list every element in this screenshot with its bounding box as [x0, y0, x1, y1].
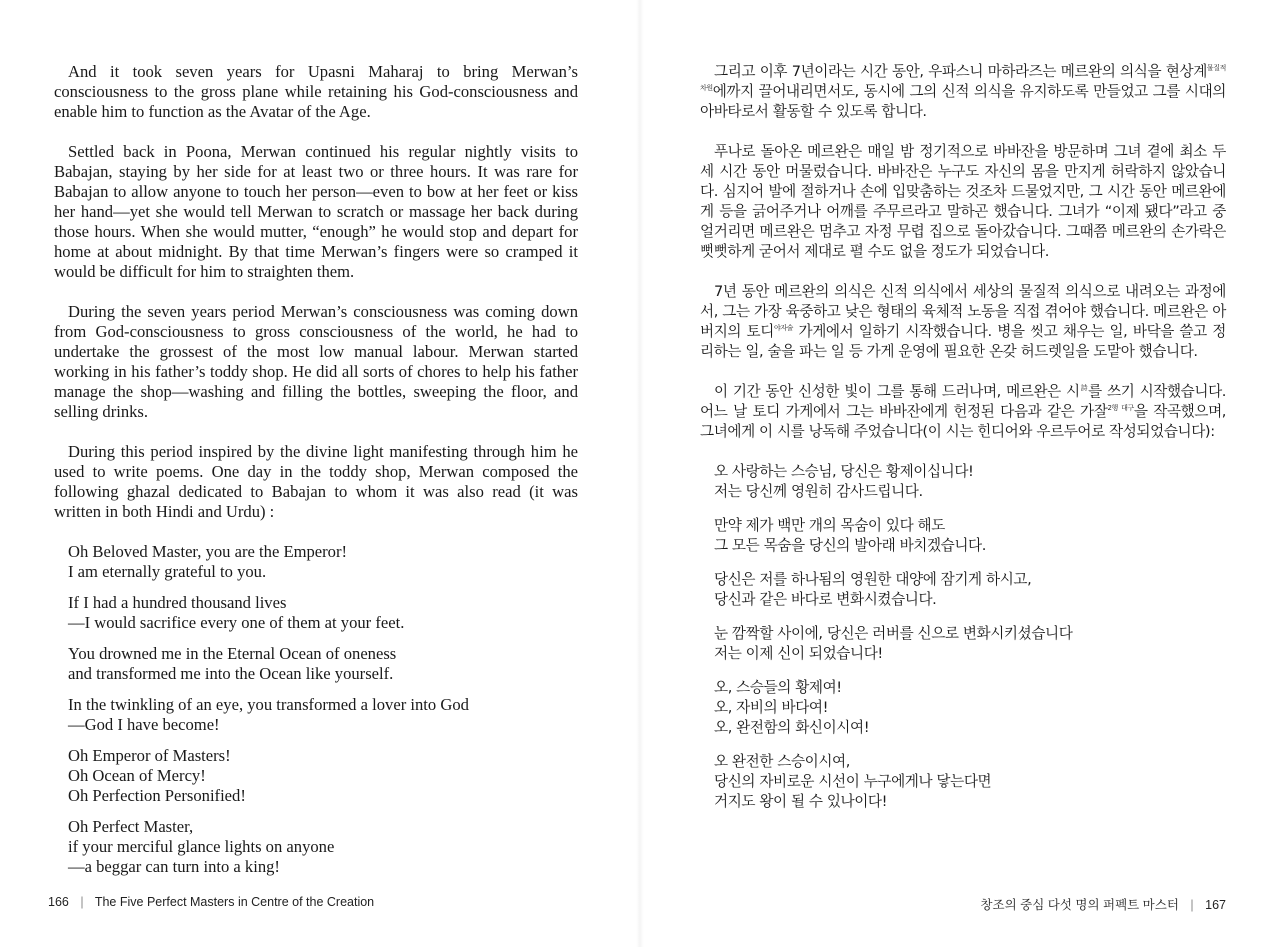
poem-line: I am eternally grateful to you.: [68, 562, 267, 581]
poem-line: 저는 당신께 영원히 감사드립니다.: [714, 483, 923, 500]
running-title: The Five Perfect Masters in Centre of the Creation: [94, 895, 375, 909]
footnote-gloss: 물질적 차원: [700, 64, 1226, 92]
paragraph: [700, 282, 1226, 362]
paragraph-text: 에까지 끌어내리면서도, 동시에 그의 신적 의식을 유지하도록 만들었고 그를 시대의 아바타로서 활동할 수 있도록 합니다.: [700, 83, 1226, 120]
poem-stanza: [68, 817, 578, 877]
poem-stanza: [68, 644, 578, 684]
paragraph: [700, 62, 1226, 122]
poem-line: In the twinkling of an eye, you transformed a lover into God: [68, 695, 469, 714]
footer-separator: |: [1190, 898, 1194, 912]
right-page-body: [700, 62, 1226, 826]
poem-stanza: [68, 593, 578, 633]
paragraph-text: 을 작곡했으며, 그녀에게 이 시를 낭독해 주었습니다(이 시는 힌디어와 우르두어로 작성되었습니다):: [700, 403, 1226, 440]
paragraph: [700, 382, 1226, 442]
poem-stanza: [714, 570, 1226, 610]
poem-line: Oh Perfection Personified!: [68, 786, 246, 805]
poem-stanza: [714, 752, 1226, 812]
poem-line: 당신과 같은 바다로 변화시켰습니다.: [714, 591, 937, 608]
poem-line: 저는 이제 신이 되었습니다!: [714, 645, 883, 662]
poem-line: 오 완전한 스승이시여,: [714, 753, 850, 770]
poem-line: —God I have become!: [68, 715, 220, 734]
footnote-gloss: 야자술: [773, 324, 794, 332]
paragraph: Settled back in Poona, Merwan continued his regular nightly visits to Babajan, staying by her side for at least two or three hours. It was rare for Babajan to allow anyone to touch her person—even to bow at her feet or kiss her hand—yet she would tell Merwan to scratch or massage her back during those hours. When she would mutter, “enough” he would stop and depart for home at about midnight. By that time Merwan’s fingers were so cramped it would be difficult for him to straighten them.: [54, 142, 578, 281]
poem-line: Oh Beloved Master, you are the Emperor!: [68, 542, 348, 561]
footnote-gloss: 詩: [1079, 384, 1089, 392]
paragraph-text: 가게에서 일하기 시작했습니다. 병을 씻고 채우는 일, 바닥을 쓸고 정리하는 일, 술을 파는 일 등 가게 운영에 필요한 온갖 허드렛일을 도맡아 했습니다.: [700, 323, 1226, 360]
paragraph-text: 그리고 이후 7년이라는 시간 동안, 우파스니 마하라즈는 메르완의 의식을 현상계: [714, 63, 1207, 80]
poem-line: 그 모든 목숨을 당신의 발아래 바치겠습니다.: [714, 537, 986, 554]
poem-line: if your merciful glance lights on anyone: [68, 837, 335, 856]
poem-line: 당신은 저를 하나됨의 영원한 대양에 잠기게 하시고,: [714, 571, 1032, 588]
paragraph: During the seven years period Merwan’s consciousness was coming down from God-consciousness to gross consciousness of the world, he had to undertake the grossest of the most low manual labour. Merwan started working in his father’s toddy shop. He did all sorts of chores to help his father manage the shop—washing and filling the bottles, sweeping the floor, and selling drinks.: [54, 302, 578, 421]
poem-line: 당신의 자비로운 시선이 누구에게나 닿는다면: [714, 773, 992, 790]
poem-stanza: [714, 678, 1226, 738]
page-number: 167: [1205, 898, 1226, 912]
ghazal-poem-korean: [714, 462, 1226, 812]
poem-line: If I had a hundred thousand lives: [68, 593, 287, 612]
poem-line: —I would sacrifice every one of them at your feet.: [68, 613, 405, 632]
poem-line: 눈 깜짝할 사이에, 당신은 러버를 신으로 변화시키셨습니다: [714, 625, 1073, 642]
paragraph: And it took seven years for Upasni Maharaj to bring Merwan’s consciousness to the gross plane while retaining his God-consciousness and enable him to function as the Avatar of the Age.: [54, 62, 578, 121]
paragraph: [700, 142, 1226, 262]
poem-line: 오, 완전함의 화신이시여!: [714, 719, 870, 736]
paragraph-text: 7년 동안 메르완의 의식은 신적 의식에서 세상의 물질적 의식으로 내려오는 과정에서, 그는 가장 육중하고 낮은 형태의 육체적 노동을 직접 겪어야 했습니다. 메르완은 아버지의 토디: [700, 283, 1226, 340]
poem-line: Oh Perfect Master,: [68, 817, 194, 836]
poem-line: 거지도 왕이 될 수 있나이다!: [714, 793, 888, 810]
left-page-body: [54, 62, 578, 888]
footer-separator: |: [80, 895, 84, 909]
poem-stanza: [68, 746, 578, 806]
paragraph: During this period inspired by the divine light manifesting through him he used to write poems. One day in the toddy shop, Merwan composed the following ghazal dedicated to Babajan to whom it was also read (it was written in both Hindi and Urdu) :: [54, 442, 578, 521]
poem-stanza: [68, 695, 578, 735]
ghazal-poem: [68, 542, 578, 877]
poem-line: Oh Emperor of Masters!: [68, 746, 231, 765]
poem-stanza: [714, 624, 1226, 664]
paragraph-text: 푸나로 돌아온 메르완은 매일 밤 정기적으로 바바잔을 방문하며 그녀 곁에 최소 두세 시간 동안 머물렀습니다. 바바잔은 누구도 자신의 몸을 만지게 허락하지 않았습니다. 심지어 발에 절하거나 손에 입맞춤하는 것조차 드물었지만, 그 시간 동안 메르완에게 등을 긁어주거나 어깨를 주무르라고 말하곤 했습니다. 그녀가 “이제 됐다”라고 중얼거리면 메르완은 멈추고 자정 무렵 집으로 돌아갔습니다. 그때쯤 메르완의 손가락은 뻣뻣하게 굳어서 제대로 펼 수도 없을 정도가 되었습니다.: [700, 143, 1226, 260]
poem-stanza: [68, 542, 578, 582]
right-page-footer: [980, 895, 1226, 913]
poem-line: 오, 자비의 바다여!: [714, 699, 829, 716]
page-number: 166: [48, 895, 69, 909]
running-title: 창조의 중심 다섯 명의 퍼펙트 마스터: [980, 898, 1179, 912]
footnote-gloss: 2행 대구: [1107, 404, 1134, 412]
poem-stanza: [714, 462, 1226, 502]
left-page-footer: [48, 895, 374, 909]
poem-line: 오, 스승들의 황제여!: [714, 679, 842, 696]
poem-line: 오 사랑하는 스승님, 당신은 황제이십니다!: [714, 463, 974, 480]
paragraph-text: 이 기간 동안 신성한 빛이 그를 통해 드러나며, 메르완은 시: [714, 383, 1080, 400]
poem-line: —a beggar can turn into a king!: [68, 857, 280, 876]
poem-line: You drowned me in the Eternal Ocean of oneness: [68, 644, 397, 663]
paragraph-text: 를 쓰기 시작했습니다. 어느 날 토디 가게에서 그는 바바잔에게 헌정된 다음과 같은 가잘: [700, 383, 1227, 420]
poem-line: and transformed me into the Ocean like yourself.: [68, 664, 394, 683]
poem-line: Oh Ocean of Mercy!: [68, 766, 206, 785]
right-page: [640, 0, 1280, 947]
poem-line: 만약 제가 백만 개의 목숨이 있다 해도: [714, 517, 945, 534]
poem-stanza: [714, 516, 1226, 556]
